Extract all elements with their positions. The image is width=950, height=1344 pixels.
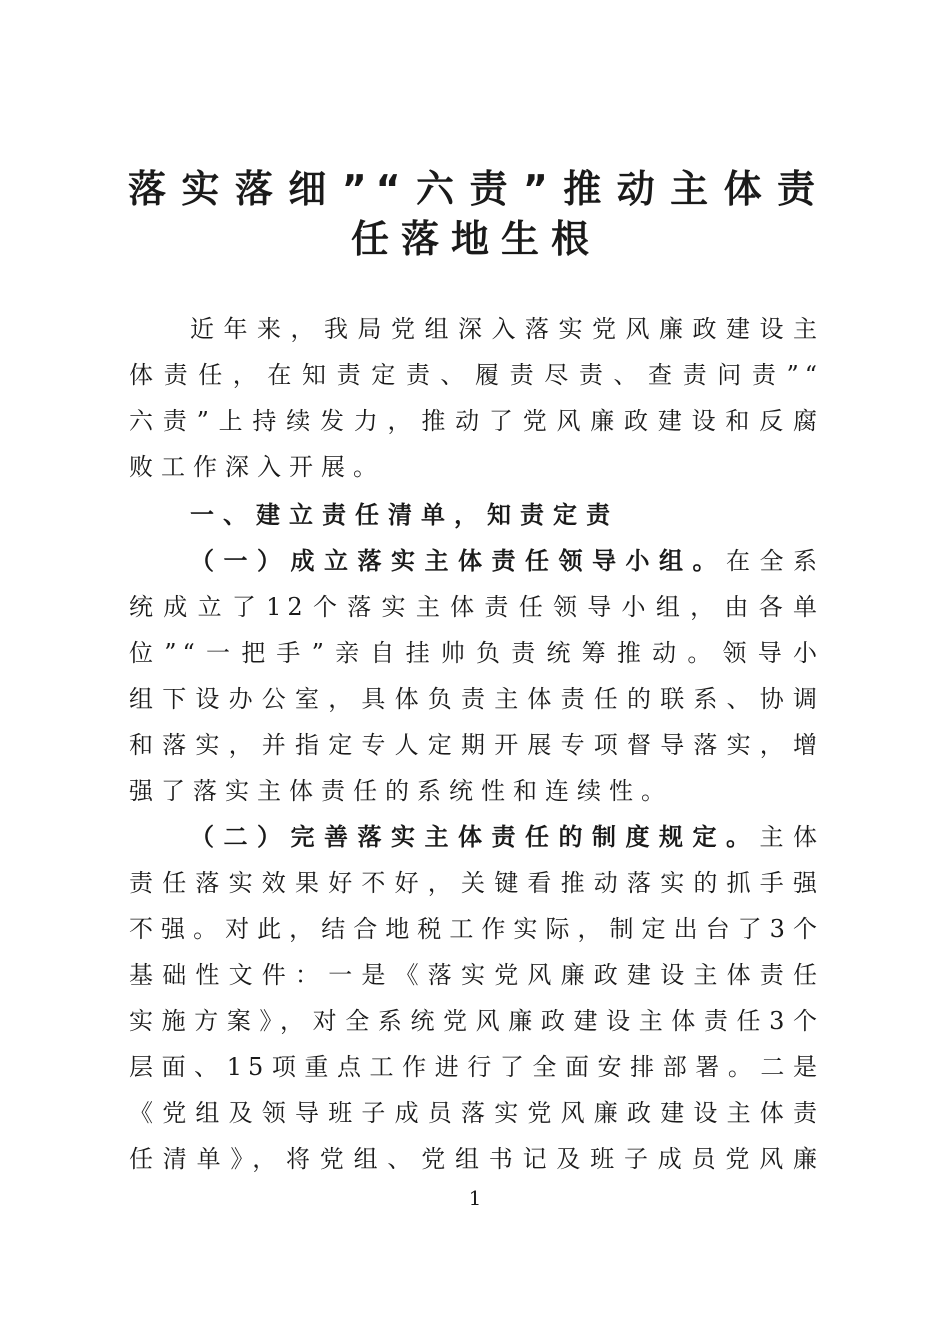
paragraph-line: 《党组及领导班子成员落实党风廉政建设主体责 xyxy=(129,1099,823,1127)
paragraph-line: 近年来，我局党组深入落实党风廉政建设主 xyxy=(190,315,823,343)
item-first-line xyxy=(190,814,823,860)
paragraph-line: 实施方案》，对全系统党风廉政建设主体责任3个 xyxy=(129,1007,823,1035)
document-title-line-1: 落实落细”“六责”推动主体责 xyxy=(128,167,824,211)
page-number: 1 xyxy=(468,1186,482,1210)
item-bold-lead: （一）成立落实主体责任领导小组。 xyxy=(190,547,726,575)
paragraph-line: 体责任，在知责定责、履责尽责、查责问责”“ xyxy=(129,361,823,389)
paragraph-line: 六责”上持续发力，推动了党风廉政建设和反腐 xyxy=(129,407,823,435)
paragraph-line: 强了落实主体责任的系统性和连续性。 xyxy=(129,777,673,805)
document-title-line-2: 任落地生根 xyxy=(350,217,601,261)
item-bold-lead: （二）完善落实主体责任的制度规定。 xyxy=(190,823,760,851)
paragraph-line: 败工作深入开展。 xyxy=(129,453,385,481)
paragraph-line: 组下设办公室，具体负责主体责任的联系、协调 xyxy=(129,685,823,713)
paragraph-line: 和落实，并指定专人定期开展专项督导落实，增 xyxy=(129,731,823,759)
item-text: 主体 xyxy=(759,823,823,851)
paragraph-line: 基础性文件：一是《落实党风廉政建设主体责任 xyxy=(129,961,823,989)
item-text: 在全系 xyxy=(726,547,823,575)
paragraph-line: 责任落实效果好不好，关键看推动落实的抓手强 xyxy=(129,869,823,897)
paragraph-line: 统成立了12个落实主体责任领导小组，由各单 xyxy=(129,593,823,621)
paragraph-line: 任清单》，将党组、党组书记及班子成员党风廉 xyxy=(129,1145,823,1173)
section-heading: 一、建立责任清单，知责定责 xyxy=(190,501,619,529)
paragraph-line: 位”“一把手”亲自挂帅负责统筹推动。领导小 xyxy=(129,639,823,667)
paragraph-line: 层面、15项重点工作进行了全面安排部署。二是 xyxy=(129,1053,823,1081)
paragraph-line: 不强。对此，结合地税工作实际，制定出台了3个 xyxy=(129,915,823,943)
item-first-line xyxy=(190,538,823,584)
